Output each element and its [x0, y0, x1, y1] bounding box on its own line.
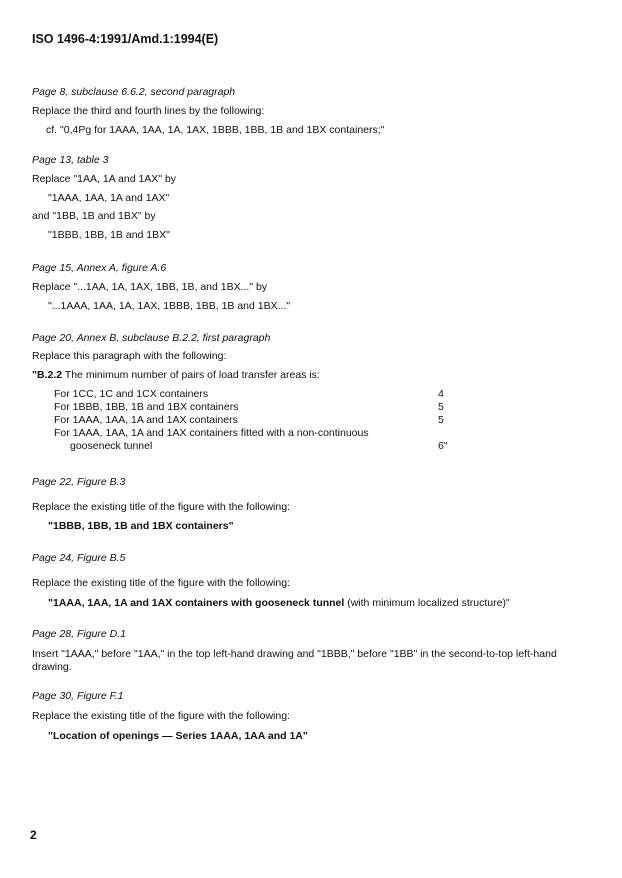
section-ref: Page 8, subclause 6.6.2, second paragraph: [32, 86, 236, 98]
section-ref: Page 28, Figure D.1: [32, 628, 126, 640]
table-row-value: 5: [438, 414, 444, 426]
section-ref: Page 22, Figure B.3: [32, 476, 126, 488]
section-ref: Page 13, table 3: [32, 154, 109, 166]
document-header: ISO 1496-4:1991/Amd.1:1994(E): [32, 32, 219, 46]
page-number: 2: [30, 828, 37, 842]
table-row-label: gooseneck tunnel: [70, 440, 153, 452]
instruction: Insert "1AAA," before "1AA," in the top left-hand drawing and "1BBB," before "1BB" in the second-to-top left-hand drawing.: [32, 648, 557, 673]
instruction: Replace the existing title of the figure with the following:: [32, 710, 290, 722]
clause-number: "B.2.2: [32, 369, 63, 381]
replacement-text-normal: (with minimum localized structure)": [344, 597, 510, 609]
table-row-value: 4: [438, 388, 444, 400]
replacement-text: [48, 597, 510, 610]
replacement-text: "1BBB, 1BB, 1B and 1BX containers": [48, 520, 234, 532]
instruction: Replace this paragraph with the following:: [32, 350, 227, 362]
replacement-text: cf. "0,4Pg for 1AAA, 1AA, 1A, 1AX, 1BBB, 1BB, 1B and 1BX containers;": [46, 124, 385, 136]
replacement-text: "...1AAA, 1AA, 1A, 1AX, 1BBB, 1BB, 1B and 1BX...": [48, 300, 291, 312]
instruction: Replace the existing title of the figure with the following:: [32, 501, 290, 513]
replacement-text: "Location of openings — Series 1AAA, 1AA and 1A": [48, 730, 308, 742]
instruction: and "1BB, 1B and 1BX" by: [32, 210, 156, 222]
table-row-value: 6": [438, 440, 448, 452]
section-ref: Page 30, Figure F.1: [32, 690, 124, 702]
clause-text: [32, 369, 320, 382]
table-row-label: For 1AAA, 1AA, 1A and 1AX containers: [54, 414, 238, 426]
table-row-label: For 1BBB, 1BB, 1B and 1BX containers: [54, 401, 239, 413]
section-ref: Page 20, Annex B, subclause B.2.2, first paragraph: [32, 332, 271, 344]
table-row-label: For 1CC, 1C and 1CX containers: [54, 388, 209, 400]
replacement-text-bold: "1AAA, 1AA, 1A and 1AX containers with gooseneck tunnel: [48, 597, 345, 609]
section-ref: Page 24, Figure B.5: [32, 552, 126, 564]
table-row-value: 5: [438, 401, 444, 413]
clause-body: The minimum number of pairs of load transfer areas is:: [62, 369, 320, 381]
replacement-text: "1AAA, 1AA, 1A and 1AX": [48, 192, 170, 204]
instruction: Replace the third and fourth lines by the following:: [32, 105, 265, 117]
replacement-text: "1BBB, 1BB, 1B and 1BX": [48, 229, 170, 241]
section-ref: Page 15, Annex A, figure A.6: [32, 262, 167, 274]
instruction: Replace the existing title of the figure with the following:: [32, 577, 290, 589]
instruction: Replace "...1AA, 1A, 1AX, 1BB, 1B, and 1BX..." by: [32, 281, 268, 293]
table-row-label: For 1AAA, 1AA, 1A and 1AX containers fitted with a non-continuous: [54, 427, 369, 439]
instruction: Replace "1AA, 1A and 1AX" by: [32, 173, 177, 185]
